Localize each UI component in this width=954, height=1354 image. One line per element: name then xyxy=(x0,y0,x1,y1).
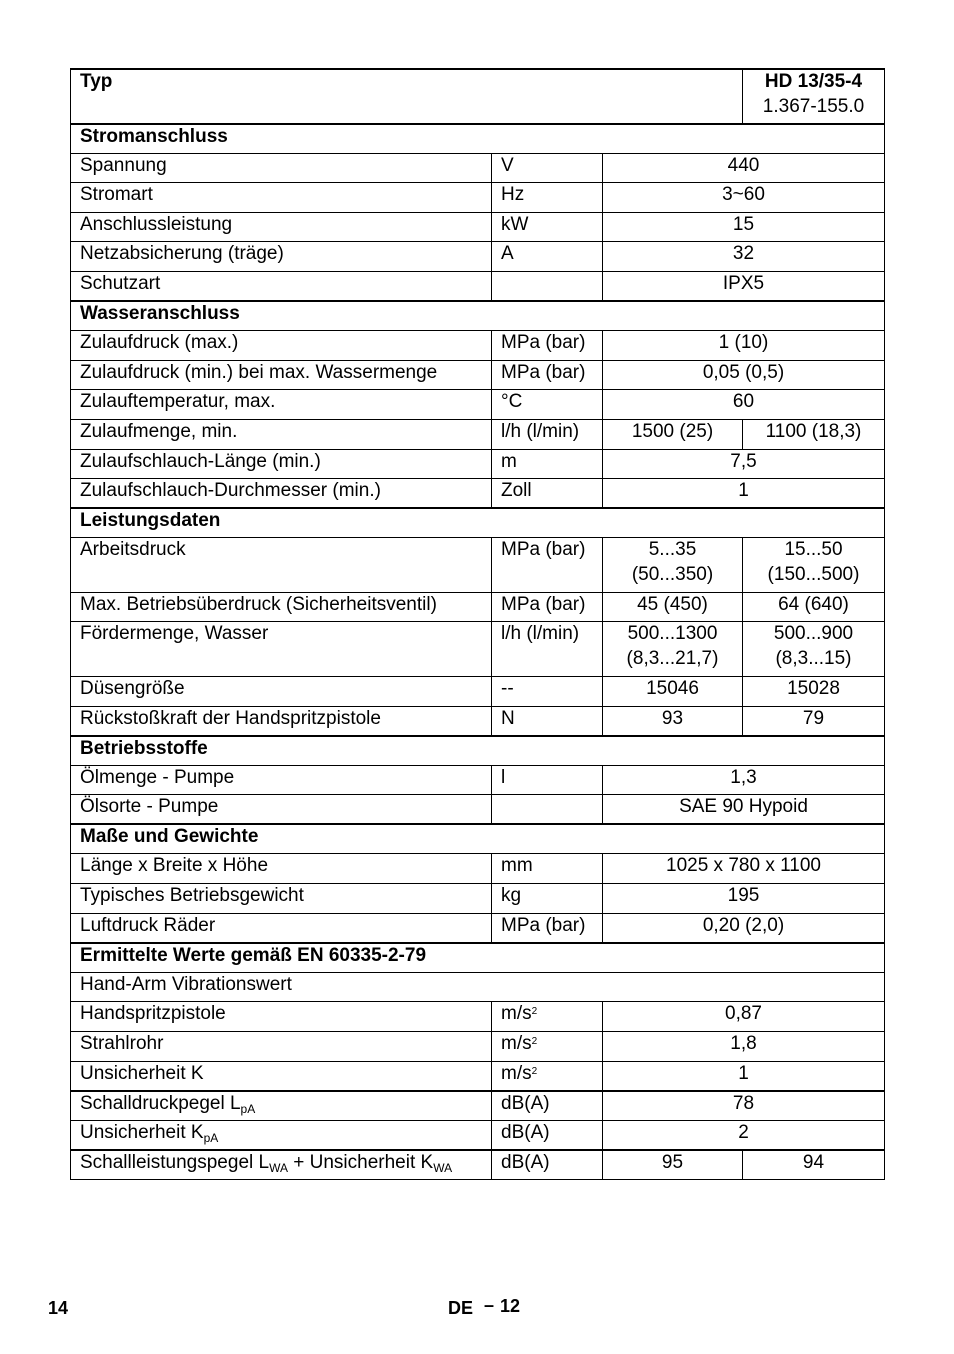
row-unit: l/h (l/min) xyxy=(492,419,603,449)
row-label: Düsengröße xyxy=(71,676,492,706)
value-line: (8,3...21,7) xyxy=(626,648,719,669)
row-unit: MPa (bar) xyxy=(492,538,603,593)
row-unit: l xyxy=(492,765,603,795)
row-unit: N xyxy=(492,706,603,736)
label-sub: WA xyxy=(269,1160,288,1175)
row-value: 1025 x 780 x 1100 xyxy=(603,854,885,884)
row-value-model2: 64 (640) xyxy=(743,592,885,622)
section-heading: Stromanschluss xyxy=(71,124,885,154)
row-label: Zulaufdruck (min.) bei max. Wassermenge xyxy=(71,360,492,390)
row-value: 15 xyxy=(603,212,885,242)
unit-sup: 2 xyxy=(531,1006,538,1018)
row-value: 7,5 xyxy=(603,449,885,479)
table-row xyxy=(71,706,885,736)
row-unit: °C xyxy=(492,390,603,420)
section-page-number: 12 xyxy=(500,1296,521,1316)
label-base: Unsicherheit K xyxy=(80,1121,204,1143)
row-label: Zulaufmenge, min. xyxy=(71,419,492,449)
row-label: Max. Betriebsüberdruck (Sicherheitsventil) xyxy=(71,592,492,622)
row-value: IPX5 xyxy=(603,271,885,301)
table-row xyxy=(71,271,885,301)
row-value-model1: 1500 (25) xyxy=(603,419,743,449)
table-row xyxy=(71,972,885,1002)
row-value: 1 xyxy=(603,1061,885,1091)
row-value-model1: 15046 xyxy=(603,676,743,706)
table-row xyxy=(71,884,885,914)
row-label xyxy=(71,1091,492,1121)
row-label: Luftdruck Räder xyxy=(71,913,492,943)
row-unit: kW xyxy=(492,212,603,242)
table-row xyxy=(71,1002,885,1032)
language-code: DE xyxy=(448,1298,474,1318)
row-unit: dB(A) xyxy=(492,1091,603,1121)
model1-code: 1.367-155.0 xyxy=(762,95,865,117)
row-label: Netzabsicherung (träge) xyxy=(71,242,492,272)
label-sub: WA xyxy=(433,1160,453,1175)
row-unit: l/h (l/min) xyxy=(492,622,603,677)
table-row xyxy=(71,765,885,795)
technical-data-table xyxy=(70,68,885,1180)
table-row xyxy=(71,331,885,361)
row-value-model1 xyxy=(603,538,743,593)
row-unit: MPa (bar) xyxy=(492,360,603,390)
row-label: Rückstoßkraft der Handspritzpistole xyxy=(71,706,492,736)
table-row xyxy=(71,1091,885,1121)
row-label: Ölsorte - Pumpe xyxy=(71,795,492,825)
section-row xyxy=(71,508,885,538)
table-row xyxy=(71,592,885,622)
label-base: Schalldruckpegel L xyxy=(80,1092,241,1114)
value-line: (150...500) xyxy=(767,563,860,585)
row-label: Typisches Betriebsgewicht xyxy=(71,884,492,914)
type-label: Typ xyxy=(71,69,743,124)
table-header-row xyxy=(71,69,885,124)
section-row xyxy=(71,824,885,854)
table-row xyxy=(71,622,885,677)
row-value: SAE 90 Hypoid xyxy=(603,795,885,825)
table-row xyxy=(71,795,885,825)
table-row xyxy=(71,1061,885,1091)
row-label: Zulaufschlauch-Länge (min.) xyxy=(71,449,492,479)
row-value: 32 xyxy=(603,242,885,272)
table-row xyxy=(71,1120,885,1150)
row-unit xyxy=(492,1032,603,1062)
section-row xyxy=(71,301,885,331)
section-heading: Maße und Gewichte xyxy=(71,824,885,854)
row-unit: MPa (bar) xyxy=(492,913,603,943)
row-label: Stromart xyxy=(71,183,492,213)
row-unit: dB(A) xyxy=(492,1150,603,1180)
row-unit xyxy=(492,1061,603,1091)
table-row xyxy=(71,479,885,509)
row-unit: Hz xyxy=(492,183,603,213)
row-value: 1,3 xyxy=(603,765,885,795)
row-value-model2: 94 xyxy=(743,1150,885,1180)
row-unit: dB(A) xyxy=(492,1120,603,1150)
row-unit xyxy=(492,795,603,825)
table-row xyxy=(71,419,885,449)
row-label: Anschlussleistung xyxy=(71,212,492,242)
row-unit: A xyxy=(492,242,603,272)
row-label xyxy=(71,1120,492,1150)
row-value: 78 xyxy=(603,1091,885,1121)
row-label: Länge x Breite x Höhe xyxy=(71,854,492,884)
value-line: 5...35 xyxy=(648,539,697,561)
row-value-model2: 79 xyxy=(743,706,885,736)
row-label: Zulauftemperatur, max. xyxy=(71,390,492,420)
model1-name: HD 13/35-4 xyxy=(764,71,863,92)
row-label: Fördermenge, Wasser xyxy=(71,622,492,677)
row-value: 195 xyxy=(603,884,885,914)
row-value: 1 xyxy=(603,479,885,509)
table-row xyxy=(71,676,885,706)
row-value-model1 xyxy=(603,622,743,677)
section-heading: Leistungsdaten xyxy=(71,508,885,538)
label-sub: pA xyxy=(203,1130,219,1145)
section-heading: Ermittelte Werte gemäß EN 60335-2-79 xyxy=(71,943,885,973)
value-line: (50...350) xyxy=(631,563,714,585)
table-row xyxy=(71,390,885,420)
row-value-model2 xyxy=(743,538,885,593)
row-label: Handspritzpistole xyxy=(71,1002,492,1032)
row-value: 3~60 xyxy=(603,183,885,213)
row-value: 0,87 xyxy=(603,1002,885,1032)
row-label: Schutzart xyxy=(71,271,492,301)
row-unit: mm xyxy=(492,854,603,884)
page-number: 14 xyxy=(48,1298,69,1318)
label-sub: pA xyxy=(240,1101,256,1116)
row-value-model1: 93 xyxy=(603,706,743,736)
table-row xyxy=(71,538,885,593)
model1-cell xyxy=(743,69,885,124)
footer-separator: – xyxy=(484,1295,495,1315)
table-row xyxy=(71,360,885,390)
table-row xyxy=(71,1150,885,1180)
table-row xyxy=(71,212,885,242)
row-label: Spannung xyxy=(71,153,492,183)
row-unit: -- xyxy=(492,676,603,706)
unit-sup: 2 xyxy=(531,1036,538,1048)
row-unit: MPa (bar) xyxy=(492,592,603,622)
row-label: Ölmenge - Pumpe xyxy=(71,765,492,795)
value-line: (8,3...15) xyxy=(775,648,852,669)
value-line: 15...50 xyxy=(784,539,843,561)
row-value-model2 xyxy=(743,622,885,677)
row-value: 440 xyxy=(603,153,885,183)
row-label: Strahlrohr xyxy=(71,1032,492,1062)
value-line: 500...900 xyxy=(773,623,854,645)
section-row xyxy=(71,736,885,766)
row-label: Arbeitsdruck xyxy=(71,538,492,593)
section-heading: Betriebsstoffe xyxy=(71,736,885,766)
row-label: Unsicherheit K xyxy=(71,1061,492,1091)
table-row xyxy=(71,913,885,943)
row-unit xyxy=(492,271,603,301)
value-line: 500...1300 xyxy=(627,623,718,645)
row-label: Hand-Arm Vibrationswert xyxy=(71,972,885,1002)
row-label xyxy=(71,1150,492,1180)
row-value: 1 (10) xyxy=(603,331,885,361)
section-row xyxy=(71,943,885,973)
label-base: Schallleistungspegel L xyxy=(80,1151,270,1173)
table-row xyxy=(71,183,885,213)
row-value: 0,20 (2,0) xyxy=(603,913,885,943)
row-unit: V xyxy=(492,153,603,183)
row-value-model2: 1100 (18,3) xyxy=(743,419,885,449)
unit-base: m/s xyxy=(501,1003,532,1025)
table-row xyxy=(71,242,885,272)
label-base: + Unsicherheit K xyxy=(287,1151,434,1173)
unit-sup: 2 xyxy=(531,1065,538,1077)
row-unit: Zoll xyxy=(492,479,603,509)
row-value-model2: 15028 xyxy=(743,676,885,706)
row-value-model1: 45 (450) xyxy=(603,592,743,622)
table-row xyxy=(71,1032,885,1062)
table-row xyxy=(71,854,885,884)
row-label: Zulaufschlauch-Durchmesser (min.) xyxy=(71,479,492,509)
row-value: 60 xyxy=(603,390,885,420)
row-unit: kg xyxy=(492,884,603,914)
unit-base: m/s xyxy=(501,1062,532,1084)
row-unit xyxy=(492,1002,603,1032)
section-row xyxy=(71,124,885,154)
section-heading: Wasseranschluss xyxy=(71,301,885,331)
row-value-model1: 95 xyxy=(603,1150,743,1180)
row-unit: m xyxy=(492,449,603,479)
table-row xyxy=(71,449,885,479)
row-value: 0,05 (0,5) xyxy=(603,360,885,390)
table-row xyxy=(71,153,885,183)
row-label: Zulaufdruck (max.) xyxy=(71,331,492,361)
row-value: 1,8 xyxy=(603,1032,885,1062)
unit-base: m/s xyxy=(501,1033,532,1055)
row-value: 2 xyxy=(603,1120,885,1150)
row-unit: MPa (bar) xyxy=(492,331,603,361)
